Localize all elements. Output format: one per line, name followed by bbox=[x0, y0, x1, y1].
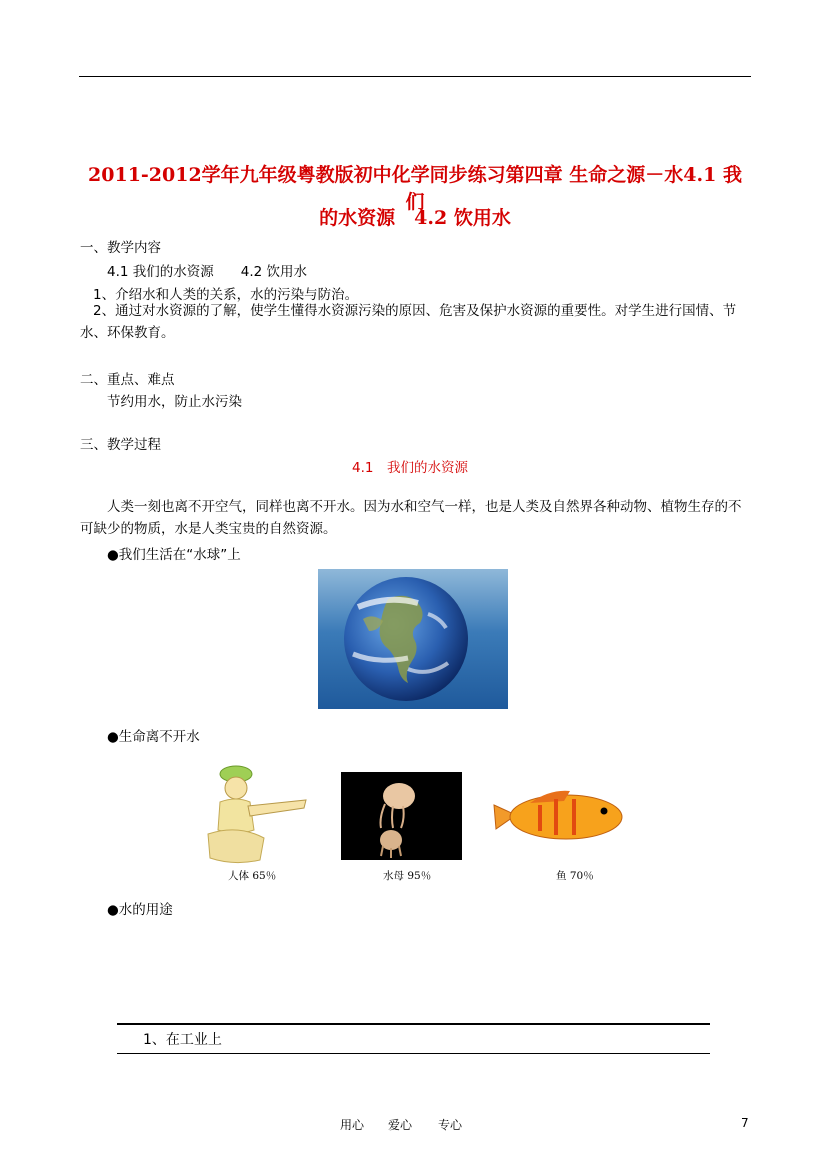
section-1-heading: 一、教学内容 bbox=[80, 240, 161, 256]
caption-human: 人体 65％ bbox=[228, 870, 277, 882]
document-title-line-2: 的水资源 4.2 饮用水 bbox=[319, 207, 511, 229]
subsection-heading: 4.1 我们的水资源 bbox=[352, 460, 468, 476]
water-uses-table bbox=[117, 1023, 710, 1054]
footer-item-1: 用心 bbox=[340, 1118, 365, 1132]
section-2-heading: 二、重点、难点 bbox=[80, 372, 175, 388]
footer-item-3: 专心 bbox=[438, 1118, 463, 1132]
table-row bbox=[117, 1024, 710, 1054]
bullet-water-uses: ●水的用途 bbox=[107, 902, 173, 918]
document-title-line-1: 2011-2012学年九年级粤教版初中化学同步练习第四章 生命之源－水4.1 我们 bbox=[88, 164, 742, 213]
fish-illustration bbox=[490, 785, 628, 845]
section-1-item-2: 2、通过对水资源的了解，使学生懂得水资源污染的原因、危害及保护水资源的重要性。对学生进行国情、节水、环保教育。 bbox=[80, 303, 737, 341]
caption-jellyfish: 水母 95％ bbox=[383, 870, 432, 882]
header-rule bbox=[79, 76, 751, 77]
section-2-content: 节约用水，防止水污染 bbox=[107, 394, 242, 410]
table-cell-industry: 1、在工业上 bbox=[117, 1024, 710, 1054]
bullet-water-planet: ●我们生活在“水球”上 bbox=[107, 547, 241, 563]
page-number: 7 bbox=[741, 1116, 749, 1130]
caption-fish: 鱼 70％ bbox=[556, 870, 594, 882]
section-1-item-1: 1、介绍水和人类的关系，水的污染与防治。 bbox=[93, 287, 359, 303]
section-1-topics: 4.1 我们的水资源 4.2 饮用水 bbox=[107, 264, 308, 280]
earth-image bbox=[318, 569, 508, 709]
section-3-heading: 三、教学过程 bbox=[80, 437, 161, 453]
jellyfish-image bbox=[341, 772, 462, 860]
bullet-life-needs-water: ●生命离不开水 bbox=[107, 729, 200, 745]
intro-paragraph: 人类一刻也离不开空气，同样也离不开水。因为水和空气一样，也是人类及自然界各种动物、植物生存的不可缺少的物质，水是人类宝贵的自然资源。 bbox=[80, 499, 742, 537]
footer-item-2: 爱心 bbox=[388, 1118, 413, 1132]
child-illustration bbox=[198, 764, 310, 868]
